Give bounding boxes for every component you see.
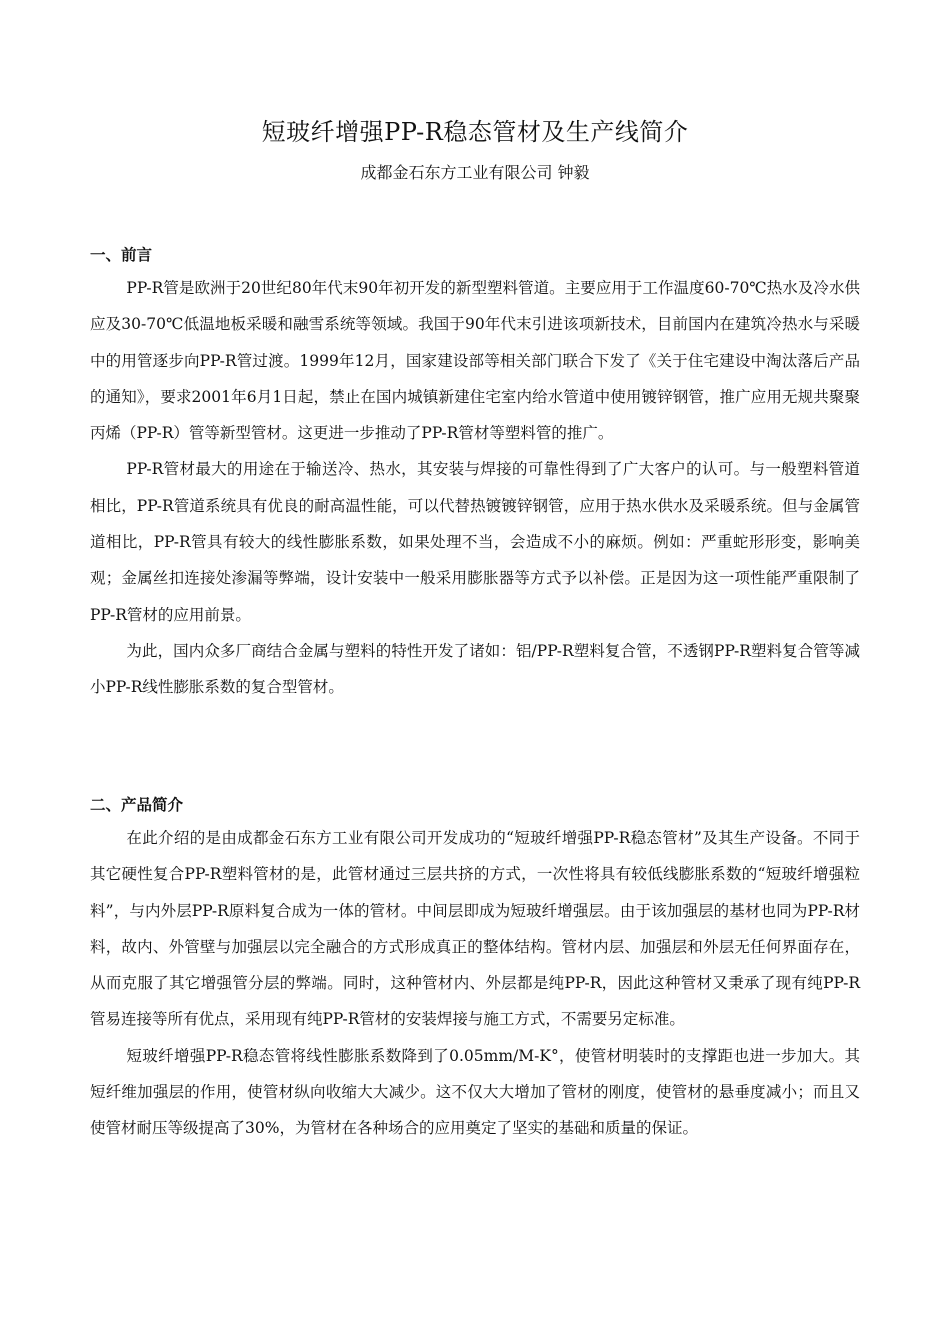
paragraph: PP-R管是欧洲于20世纪80年代末90年初开发的新型塑料管道。主要应用于工作温度60-70℃热水及冷水供应及30-70℃低温地板采暖和融雪系统等领域。我国于90年代末引进该项新技术，目前国内在建筑冷热水与采暖中的用管逐步向PP-R管过渡。1999年12月，国家建设部等相关部门联合下发了《关于住宅建设中淘汰落后产品的通知》，要求2001年6月1日起，禁止在国内城镇新建住宅室内给水管道中使用镀锌钢管，推广应用无规共聚聚丙烯（PP-R）管等新型管材。这更进一步推动了PP-R管材等塑料管的推广。 bbox=[90, 279, 860, 443]
paragraph: 为此，国内众多厂商结合金属与塑料的特性开发了诸如：铝/PP-R塑料复合管，不透钢PP-R塑料复合管等减小PP-R线性膨胀系数的复合型管材。 bbox=[90, 641, 860, 697]
section-heading: 一、前言 bbox=[90, 246, 153, 264]
paragraph: 在此介绍的是由成都金石东方工业有限公司开发成功的“短玻纤增强PP-R稳态管材”及其生产设备。不同于其它硬性复合PP-R塑料管材的是，此管材通过三层共挤的方式，一次性将具有较低线膨胀系数的“短玻纤增强粒料”，与内外层PP-R原料复合成为一体的管材。中间层即成为短玻纤增强层。由于该加强层的基材也同为PP-R材料，故内、外管壁与加强层以完全融合的方式形成真正的整体结构。管材内层、加强层和外层无任何界面存在，从而克服了其它增强管分层的弊端。同时，这种管材内、外层都是纯PP-R，因此这种管材又秉承了现有纯PP-R管易连接等所有优点，采用现有纯PP-R管材的安装焊接与施工方式，不需要另定标准。 bbox=[90, 829, 860, 1029]
section-heading: 二、产品简介 bbox=[90, 796, 184, 814]
section-product-intro bbox=[90, 790, 860, 1147]
document-title: 短玻纤增强PP-R稳态管材及生产线简介 bbox=[261, 118, 689, 146]
paragraph: PP-R管材最大的用途在于输送冷、热水，其安装与焊接的可靠性得到了广大客户的认可。与一般塑料管道相比，PP-R管道系统具有优良的耐高温性能，可以代替热镀镀锌钢管，应用于热水供水及采暖系统。但与金属管道相比，PP-R管具有较大的线性膨胀系数，如果处理不当，会造成不小的麻烦。例如：严重蛇形形变，影响美观；金属丝扣连接处渗漏等弊端，设计安装中一般采用膨胀器等方式予以补偿。正是因为这一项性能严重限制了PP-R管材的应用前景。 bbox=[90, 460, 860, 624]
section-preface bbox=[90, 240, 860, 706]
paragraph: 短玻纤增强PP-R稳态管将线性膨胀系数降到了0.05mm/M-K°，使管材明装时的支撑距也进一步加大。其短纤维加强层的作用，使管材纵向收缩大大减少。这不仅大大增加了管材的刚度，使管材的悬垂度减小；而且又使管材耐压等级提高了30%，为管材在各种场合的应用奠定了坚实的基础和质量的保证。 bbox=[90, 1046, 860, 1138]
author-line: 成都金石东方工业有限公司 钟毅 bbox=[360, 163, 590, 182]
